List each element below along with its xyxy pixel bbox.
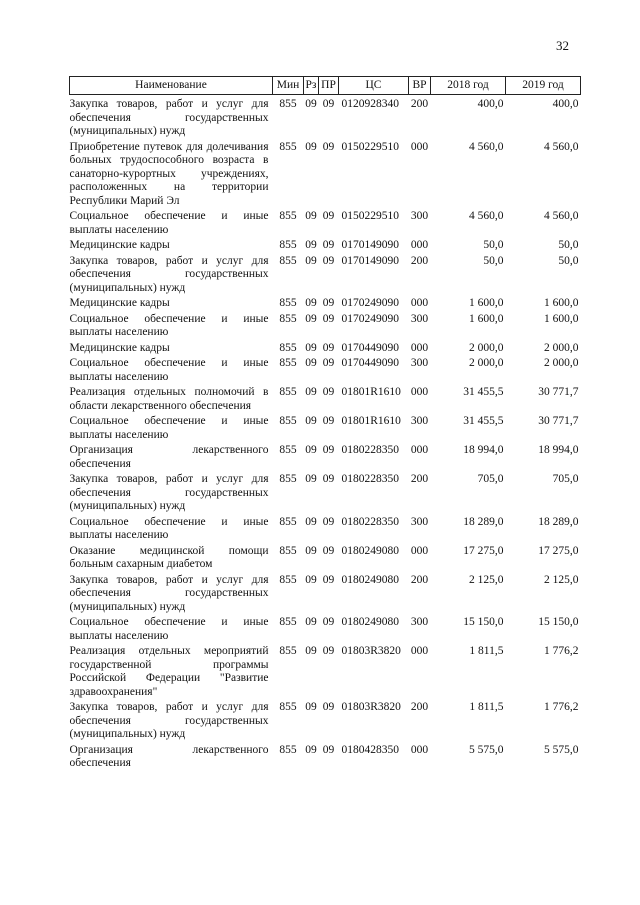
cell-rz: 09 [305, 210, 317, 222]
cell-pr: 09 [322, 616, 335, 628]
cell-min: 855 [279, 645, 297, 657]
cell-pr: 09 [322, 239, 335, 251]
cell-cs: 0180228350 [341, 444, 399, 456]
cell-pr: 09 [322, 544, 335, 557]
cell-pr: 09 [322, 515, 335, 528]
cell-vr: 200 [410, 573, 429, 586]
cell-cs: 0180249080 [341, 544, 399, 557]
cell-2019: 50,0 [558, 239, 579, 251]
cell-name: Реализация отдельных мероприятий государственной программы Российской Федерации "Развитие здравоохранения" [69, 645, 269, 698]
cell-cs: 0170449090 [341, 341, 399, 354]
cell-pr: 09 [322, 357, 335, 369]
cell-2018: 2 000,0 [469, 341, 504, 354]
cell-min: 855 [279, 239, 297, 251]
table-row [70, 140, 581, 210]
cell-pr: 09 [322, 386, 335, 398]
cell-2019: 2 125,0 [544, 573, 579, 586]
cell-rz: 09 [305, 239, 317, 251]
cell-cs: 0180249080 [341, 573, 399, 586]
page-number: 32 [556, 38, 569, 53]
cell-name: Закупка товаров, работ и услуг для обеспечения государственных (муниципальных) нужд [69, 254, 269, 294]
cell-2018: 17 275,0 [463, 544, 504, 557]
cell-vr: 000 [410, 386, 429, 398]
cell-pr: 09 [322, 297, 335, 309]
cell-name: Закупка товаров, работ и услуг для обеспечения государственных (муниципальных) нужд [69, 701, 269, 740]
table-row [70, 210, 581, 239]
cell-2019: 5 575,0 [544, 743, 579, 756]
cell-vr: 200 [410, 98, 429, 110]
cell-2018: 1 811,5 [469, 701, 504, 713]
cell-vr: 300 [410, 616, 429, 628]
cell-rz: 09 [305, 386, 317, 398]
cell-rz: 09 [305, 312, 317, 325]
cell-name: Закупка товаров, работ и услуг для обеспечения государственных (муниципальных) нужд [69, 473, 269, 512]
cell-min: 855 [279, 544, 297, 557]
cell-cs: 01803R3820 [341, 645, 401, 657]
cell-name: Оказание медицинской помощи больным сахарным диабетом [69, 544, 269, 570]
cell-2019: 17 275,0 [538, 544, 579, 557]
cell-2019: 4 560,0 [544, 210, 579, 222]
cell-rz: 09 [305, 140, 317, 153]
cell-pr: 09 [322, 743, 335, 756]
table-header [70, 77, 581, 95]
cell-min: 855 [279, 357, 297, 369]
cell-2018: 1 600,0 [469, 297, 504, 309]
cell-2019: 400,0 [552, 98, 579, 110]
cell-cs: 0150229510 [341, 140, 399, 153]
cell-rz: 09 [305, 544, 317, 557]
cell-vr: 300 [410, 415, 429, 427]
cell-vr: 300 [410, 357, 429, 369]
table-row [70, 473, 581, 516]
cell-min: 855 [279, 312, 297, 325]
cell-2018: 705,0 [477, 473, 504, 485]
cell-vr: 200 [410, 254, 429, 267]
cell-2018: 1 811,5 [469, 645, 504, 657]
table-row [70, 312, 581, 341]
cell-name: Приобретение путевок для долечивания больных трудоспособного возраста в санаторно-курортных учреждениях, расположенных на территории Республики Марий Эл [69, 140, 269, 207]
cell-pr: 09 [322, 140, 335, 153]
cell-rz: 09 [305, 444, 317, 456]
header-name: Наименование [70, 77, 273, 95]
cell-rz: 09 [305, 98, 317, 110]
cell-2019: 2 000,0 [544, 341, 579, 354]
cell-2019: 1 776,2 [544, 645, 579, 657]
cell-rz: 09 [305, 573, 317, 586]
table-row [70, 357, 581, 386]
cell-name: Реализация отдельных полномочий в области лекарственного обеспечения [69, 386, 269, 412]
cell-min: 855 [279, 297, 297, 309]
cell-name: Закупка товаров, работ и услуг для обеспечения государственных (муниципальных) нужд [69, 573, 269, 613]
cell-rz: 09 [305, 616, 317, 628]
cell-2018: 2 000,0 [469, 357, 504, 369]
cell-pr: 09 [322, 573, 335, 586]
cell-2019: 1 600,0 [544, 312, 579, 325]
cell-2018: 15 150,0 [463, 616, 504, 628]
cell-pr: 09 [322, 341, 335, 354]
cell-cs: 0180228350 [341, 473, 399, 485]
cell-cs: 0180249080 [341, 616, 399, 628]
header-min: Мин [273, 77, 304, 95]
cell-cs: 0180428350 [341, 743, 399, 756]
cell-vr: 000 [410, 341, 429, 354]
budget-table [69, 76, 581, 772]
table-row [70, 743, 581, 772]
table-body [70, 95, 581, 773]
header-row [70, 77, 581, 95]
cell-2019: 15 150,0 [538, 616, 579, 628]
cell-2018: 50,0 [483, 239, 504, 251]
cell-name: Социальное обеспечение и иные выплаты населению [69, 312, 269, 338]
header-2019: 2019 год [506, 77, 581, 95]
cell-cs: 0170449090 [341, 357, 399, 369]
cell-rz: 09 [305, 473, 317, 485]
table-row [70, 515, 581, 544]
cell-2018: 5 575,0 [469, 743, 504, 756]
table-row [70, 616, 581, 645]
cell-rz: 09 [305, 645, 317, 657]
cell-rz: 09 [305, 254, 317, 267]
cell-vr: 000 [410, 444, 429, 456]
cell-cs: 01801R1610 [341, 415, 401, 427]
header-2018: 2018 год [431, 77, 506, 95]
table-row [70, 95, 581, 141]
cell-min: 855 [279, 254, 297, 267]
cell-cs: 0170149090 [341, 239, 399, 251]
cell-min: 855 [279, 743, 297, 756]
cell-min: 855 [279, 444, 297, 456]
cell-rz: 09 [305, 743, 317, 756]
cell-2018: 31 455,5 [463, 415, 504, 427]
cell-pr: 09 [322, 98, 335, 110]
table-row [70, 544, 581, 573]
cell-2018: 400,0 [477, 98, 504, 110]
cell-min: 855 [279, 701, 297, 713]
table-row [70, 645, 581, 701]
cell-pr: 09 [322, 415, 335, 427]
cell-2019: 18 289,0 [538, 515, 579, 528]
cell-name: Социальное обеспечение и иные выплаты населению [69, 357, 269, 383]
cell-vr: 300 [410, 515, 429, 528]
cell-cs: 0170149090 [341, 254, 399, 267]
cell-min: 855 [279, 415, 297, 427]
table-row [70, 415, 581, 444]
cell-cs: 0120928340 [341, 98, 399, 110]
header-cs: ЦС [339, 77, 409, 95]
cell-2018: 50,0 [483, 254, 504, 267]
cell-2019: 1 776,2 [544, 701, 579, 713]
cell-vr: 200 [410, 701, 429, 713]
cell-2018: 18 289,0 [463, 515, 504, 528]
cell-name: Закупка товаров, работ и услуг для обеспечения государственных (муниципальных) нужд [69, 98, 269, 137]
table-row [70, 573, 581, 616]
cell-min: 855 [279, 573, 297, 586]
cell-min: 855 [279, 341, 297, 354]
cell-2019: 18 994,0 [538, 444, 579, 456]
cell-name: Организация лекарственного обеспечения [69, 444, 269, 470]
cell-min: 855 [279, 210, 297, 222]
cell-cs: 0170249090 [341, 312, 399, 325]
cell-name: Социальное обеспечение и иные выплаты населению [69, 415, 269, 441]
cell-pr: 09 [322, 210, 335, 222]
cell-cs: 01801R1610 [341, 386, 401, 398]
cell-vr: 000 [410, 645, 429, 657]
cell-rz: 09 [305, 701, 317, 713]
cell-min: 855 [279, 616, 297, 628]
header-vr: ВР [409, 77, 431, 95]
cell-2019: 1 600,0 [544, 297, 579, 309]
cell-min: 855 [279, 473, 297, 485]
cell-cs: 0150229510 [341, 210, 399, 222]
cell-2019: 4 560,0 [544, 140, 579, 153]
cell-rz: 09 [305, 515, 317, 528]
cell-2018: 1 600,0 [469, 312, 504, 325]
cell-pr: 09 [322, 254, 335, 267]
cell-name: Социальное обеспечение и иные выплаты населению [69, 210, 269, 236]
cell-min: 855 [279, 515, 297, 528]
cell-cs: 01803R3820 [341, 701, 401, 713]
cell-name: Медицинские кадры [69, 297, 170, 309]
cell-min: 855 [279, 140, 297, 153]
cell-2018: 4 560,0 [469, 210, 504, 222]
cell-name: Медицинские кадры [69, 239, 170, 251]
cell-2019: 705,0 [552, 473, 579, 485]
table-row [70, 386, 581, 415]
cell-rz: 09 [305, 341, 317, 354]
cell-pr: 09 [322, 701, 335, 713]
table-row [70, 239, 581, 255]
cell-vr: 300 [410, 312, 429, 325]
cell-2018: 18 994,0 [463, 444, 504, 456]
cell-2018: 4 560,0 [469, 140, 504, 153]
cell-2019: 50,0 [558, 254, 579, 267]
cell-vr: 200 [410, 473, 429, 485]
cell-2018: 2 125,0 [469, 573, 504, 586]
table-row [70, 444, 581, 473]
header-rz: Рз [304, 77, 319, 95]
cell-pr: 09 [322, 312, 335, 325]
cell-name: Организация лекарственного обеспечения [69, 743, 269, 769]
table-row [70, 297, 581, 313]
cell-cs: 0180228350 [341, 515, 399, 528]
cell-2019: 30 771,7 [538, 386, 579, 398]
cell-name: Социальное обеспечение и иные выплаты населению [69, 616, 269, 642]
cell-vr: 300 [410, 210, 429, 222]
cell-min: 855 [279, 386, 297, 398]
cell-vr: 000 [410, 743, 429, 756]
cell-rz: 09 [305, 357, 317, 369]
table-row [70, 254, 581, 297]
cell-cs: 0170249090 [341, 297, 399, 309]
cell-pr: 09 [322, 473, 335, 485]
cell-2019: 30 771,7 [538, 415, 579, 427]
cell-pr: 09 [322, 645, 335, 657]
cell-2019: 2 000,0 [544, 357, 579, 369]
cell-vr: 000 [410, 297, 429, 309]
cell-vr: 000 [410, 239, 429, 251]
cell-min: 855 [279, 98, 297, 110]
cell-rz: 09 [305, 297, 317, 309]
header-pr: ПР [319, 77, 339, 95]
cell-vr: 000 [410, 544, 429, 557]
cell-name: Медицинские кадры [69, 341, 170, 354]
table-row [70, 701, 581, 744]
cell-name: Социальное обеспечение и иные выплаты населению [69, 515, 269, 541]
cell-2018: 31 455,5 [463, 386, 504, 398]
cell-vr: 000 [410, 140, 429, 153]
table-row [70, 341, 581, 357]
cell-pr: 09 [322, 444, 335, 456]
cell-rz: 09 [305, 415, 317, 427]
